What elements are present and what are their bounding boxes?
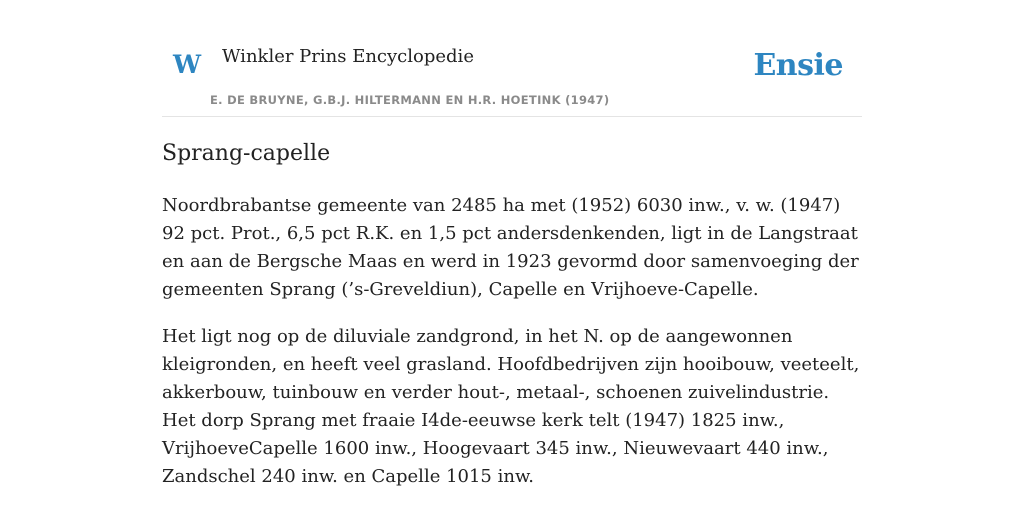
source-title[interactable]: Winkler Prins Encyclopedie [222,46,474,67]
source-header [162,0,862,117]
entry-title: Sprang-capelle [162,141,331,166]
source-authors: E. DE BRUYNE, G.B.J. HILTERMANN EN H.R. HOETINK (1947) [210,93,610,107]
brand-logo[interactable]: Ensie [753,48,843,83]
article-paragraph: Het ligt nog op de diluviale zandgrond, in het N. op de aangewonnen kleigronden, en heeft veel grasland. Hoofdbedrijven zijn hooibouw, veeteelt, akkerbouw, tuinbouw en verder hout-, metaal-, schoenen zuivelindustrie. Het dorp Sprang met fraaie I4de-eeuwse kerk telt (1947) 1825 inw., VrijhoeveCapelle 1600 inw., Hoogevaart 345 inw., Nieuwevaart 440 inw., Zandschel 240 inw. en Capelle 1015 inw. [162,326,860,487]
article-paragraph: Noordbrabantse gemeente van 2485 ha met (1952) 6030 inw., v. w. (1947) 92 pct. Prot., 6,5 pct R.K. en 1,5 pct andersdenkenden, ligt in de Langstraat en aan de Bergsche Maas en werd in 1923 gevormd door samenvoeging der gemeenten Sprang (’s-Greveldiun), Capelle en Vrijhoeve-Capelle. [162,195,859,300]
source-logo-icon[interactable]: W [173,50,202,79]
article-content [162,192,868,510]
